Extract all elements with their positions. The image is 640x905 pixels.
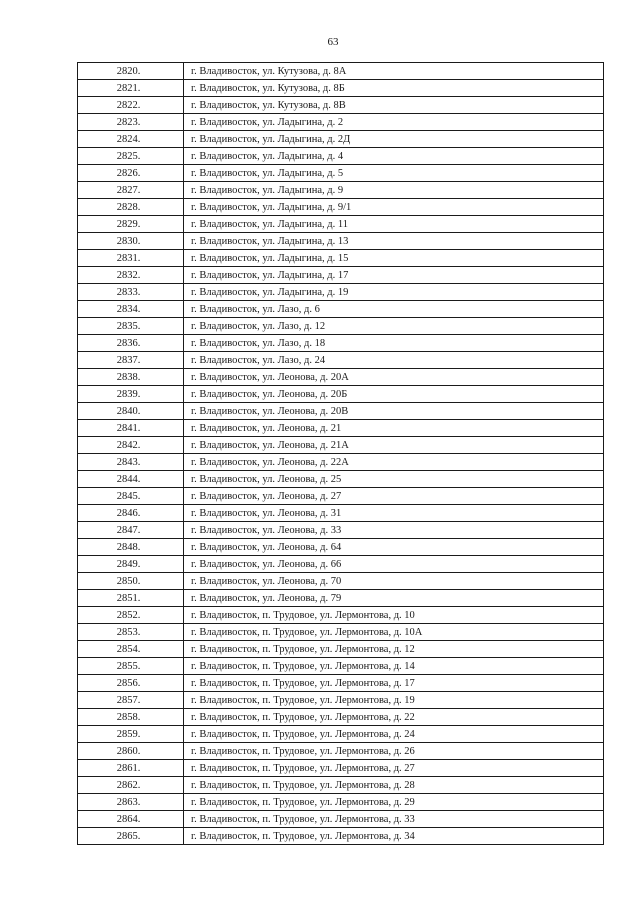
row-address: г. Владивосток, п. Трудовое, ул. Лермонтова, д. 28 xyxy=(184,777,604,794)
row-number: 2847. xyxy=(78,522,184,539)
table-row xyxy=(78,828,604,845)
table-row xyxy=(78,301,604,318)
row-address: г. Владивосток, ул. Леонова, д. 20Б xyxy=(184,386,604,403)
table-row xyxy=(78,760,604,777)
table-row xyxy=(78,556,604,573)
row-number: 2825. xyxy=(78,148,184,165)
row-number: 2854. xyxy=(78,641,184,658)
row-number: 2850. xyxy=(78,573,184,590)
row-address: г. Владивосток, ул. Леонова, д. 22А xyxy=(184,454,604,471)
table-row xyxy=(78,165,604,182)
row-address: г. Владивосток, п. Трудовое, ул. Лермонтова, д. 17 xyxy=(184,675,604,692)
table-row xyxy=(78,573,604,590)
row-number: 2865. xyxy=(78,828,184,845)
row-number: 2834. xyxy=(78,301,184,318)
row-number: 2861. xyxy=(78,760,184,777)
row-address: г. Владивосток, ул. Леонова, д. 25 xyxy=(184,471,604,488)
row-number: 2858. xyxy=(78,709,184,726)
table-row xyxy=(78,386,604,403)
row-number: 2831. xyxy=(78,250,184,267)
row-address: г. Владивосток, ул. Ладыгина, д. 19 xyxy=(184,284,604,301)
row-number: 2852. xyxy=(78,607,184,624)
row-address: г. Владивосток, ул. Кутузова, д. 8Б xyxy=(184,80,604,97)
table-row xyxy=(78,777,604,794)
table-row xyxy=(78,488,604,505)
row-number: 2837. xyxy=(78,352,184,369)
table-row xyxy=(78,216,604,233)
row-number: 2823. xyxy=(78,114,184,131)
row-number: 2833. xyxy=(78,284,184,301)
row-address: г. Владивосток, ул. Ладыгина, д. 9 xyxy=(184,182,604,199)
table-row xyxy=(78,369,604,386)
row-address: г. Владивосток, ул. Ладыгина, д. 4 xyxy=(184,148,604,165)
table-row xyxy=(78,658,604,675)
row-address: г. Владивосток, ул. Леонова, д. 31 xyxy=(184,505,604,522)
row-number: 2820. xyxy=(78,63,184,80)
table-row xyxy=(78,131,604,148)
row-number: 2832. xyxy=(78,267,184,284)
address-table-body xyxy=(78,63,604,845)
table-row xyxy=(78,794,604,811)
row-address: г. Владивосток, п. Трудовое, ул. Лермонтова, д. 33 xyxy=(184,811,604,828)
row-address: г. Владивосток, п. Трудовое, ул. Лермонтова, д. 19 xyxy=(184,692,604,709)
table-row xyxy=(78,199,604,216)
table-row xyxy=(78,607,604,624)
row-number: 2855. xyxy=(78,658,184,675)
row-address: г. Владивосток, ул. Леонова, д. 79 xyxy=(184,590,604,607)
table-row xyxy=(78,675,604,692)
table-row xyxy=(78,590,604,607)
row-address: г. Владивосток, ул. Лазо, д. 18 xyxy=(184,335,604,352)
row-number: 2841. xyxy=(78,420,184,437)
row-number: 2853. xyxy=(78,624,184,641)
row-address: г. Владивосток, ул. Леонова, д. 21 xyxy=(184,420,604,437)
page-number: 63 xyxy=(327,36,339,48)
row-number: 2844. xyxy=(78,471,184,488)
row-number: 2824. xyxy=(78,131,184,148)
table-row xyxy=(78,505,604,522)
row-number: 2851. xyxy=(78,590,184,607)
row-address: г. Владивосток, ул. Леонова, д. 33 xyxy=(184,522,604,539)
row-number: 2843. xyxy=(78,454,184,471)
row-number: 2822. xyxy=(78,97,184,114)
table-row xyxy=(78,420,604,437)
row-address: г. Владивосток, ул. Лазо, д. 6 xyxy=(184,301,604,318)
table-row xyxy=(78,471,604,488)
table-row xyxy=(78,454,604,471)
table-row xyxy=(78,335,604,352)
row-number: 2838. xyxy=(78,369,184,386)
row-number: 2864. xyxy=(78,811,184,828)
row-number: 2840. xyxy=(78,403,184,420)
row-address: г. Владивосток, п. Трудовое, ул. Лермонтова, д. 14 xyxy=(184,658,604,675)
table-row xyxy=(78,80,604,97)
row-address: г. Владивосток, ул. Леонова, д. 70 xyxy=(184,573,604,590)
row-address: г. Владивосток, ул. Леонова, д. 64 xyxy=(184,539,604,556)
table-row xyxy=(78,352,604,369)
address-table xyxy=(77,62,604,845)
row-address: г. Владивосток, п. Трудовое, ул. Лермонтова, д. 24 xyxy=(184,726,604,743)
row-address: г. Владивосток, п. Трудовое, ул. Лермонтова, д. 12 xyxy=(184,641,604,658)
row-address: г. Владивосток, ул. Ладыгина, д. 9/1 xyxy=(184,199,604,216)
row-address: г. Владивосток, ул. Ладыгина, д. 2Д xyxy=(184,131,604,148)
row-address: г. Владивосток, п. Трудовое, ул. Лермонтова, д. 26 xyxy=(184,743,604,760)
row-number: 2830. xyxy=(78,233,184,250)
row-address: г. Владивосток, ул. Лазо, д. 12 xyxy=(184,318,604,335)
table-row xyxy=(78,709,604,726)
table-row xyxy=(78,148,604,165)
row-number: 2849. xyxy=(78,556,184,573)
row-number: 2857. xyxy=(78,692,184,709)
table-row xyxy=(78,811,604,828)
row-number: 2829. xyxy=(78,216,184,233)
row-address: г. Владивосток, ул. Леонова, д. 66 xyxy=(184,556,604,573)
row-number: 2842. xyxy=(78,437,184,454)
row-address: г. Владивосток, ул. Ладыгина, д. 15 xyxy=(184,250,604,267)
table-row xyxy=(78,522,604,539)
row-address: г. Владивосток, п. Трудовое, ул. Лермонтова, д. 34 xyxy=(184,828,604,845)
table-row xyxy=(78,437,604,454)
address-table-container xyxy=(77,62,603,845)
table-row xyxy=(78,624,604,641)
table-row xyxy=(78,641,604,658)
row-address: г. Владивосток, ул. Кутузова, д. 8В xyxy=(184,97,604,114)
row-number: 2856. xyxy=(78,675,184,692)
row-number: 2828. xyxy=(78,199,184,216)
row-number: 2848. xyxy=(78,539,184,556)
row-address: г. Владивосток, ул. Леонова, д. 21А xyxy=(184,437,604,454)
row-address: г. Владивосток, п. Трудовое, ул. Лермонтова, д. 10 xyxy=(184,607,604,624)
table-row xyxy=(78,692,604,709)
row-address: г. Владивосток, п. Трудовое, ул. Лермонтова, д. 29 xyxy=(184,794,604,811)
row-address: г. Владивосток, ул. Леонова, д. 20В xyxy=(184,403,604,420)
row-number: 2836. xyxy=(78,335,184,352)
row-address: г. Владивосток, ул. Кутузова, д. 8А xyxy=(184,63,604,80)
row-address: г. Владивосток, ул. Лазо, д. 24 xyxy=(184,352,604,369)
table-row xyxy=(78,284,604,301)
table-row xyxy=(78,726,604,743)
row-address: г. Владивосток, ул. Леонова, д. 27 xyxy=(184,488,604,505)
row-number: 2845. xyxy=(78,488,184,505)
row-address: г. Владивосток, п. Трудовое, ул. Лермонтова, д. 22 xyxy=(184,709,604,726)
table-row xyxy=(78,743,604,760)
row-address: г. Владивосток, ул. Ладыгина, д. 17 xyxy=(184,267,604,284)
table-row xyxy=(78,233,604,250)
row-address: г. Владивосток, п. Трудовое, ул. Лермонтова, д. 27 xyxy=(184,760,604,777)
table-row xyxy=(78,250,604,267)
table-row xyxy=(78,63,604,80)
row-number: 2821. xyxy=(78,80,184,97)
table-row xyxy=(78,97,604,114)
row-address: г. Владивосток, п. Трудовое, ул. Лермонтова, д. 10А xyxy=(184,624,604,641)
table-row xyxy=(78,318,604,335)
row-number: 2827. xyxy=(78,182,184,199)
row-number: 2860. xyxy=(78,743,184,760)
row-address: г. Владивосток, ул. Ладыгина, д. 2 xyxy=(184,114,604,131)
row-number: 2859. xyxy=(78,726,184,743)
row-address: г. Владивосток, ул. Ладыгина, д. 11 xyxy=(184,216,604,233)
row-number: 2835. xyxy=(78,318,184,335)
row-address: г. Владивосток, ул. Леонова, д. 20А xyxy=(184,369,604,386)
row-number: 2863. xyxy=(78,794,184,811)
table-row xyxy=(78,182,604,199)
table-row xyxy=(78,539,604,556)
table-row xyxy=(78,403,604,420)
row-address: г. Владивосток, ул. Ладыгина, д. 13 xyxy=(184,233,604,250)
row-address: г. Владивосток, ул. Ладыгина, д. 5 xyxy=(184,165,604,182)
row-number: 2846. xyxy=(78,505,184,522)
row-number: 2826. xyxy=(78,165,184,182)
table-row xyxy=(78,267,604,284)
row-number: 2862. xyxy=(78,777,184,794)
table-row xyxy=(78,114,604,131)
row-number: 2839. xyxy=(78,386,184,403)
